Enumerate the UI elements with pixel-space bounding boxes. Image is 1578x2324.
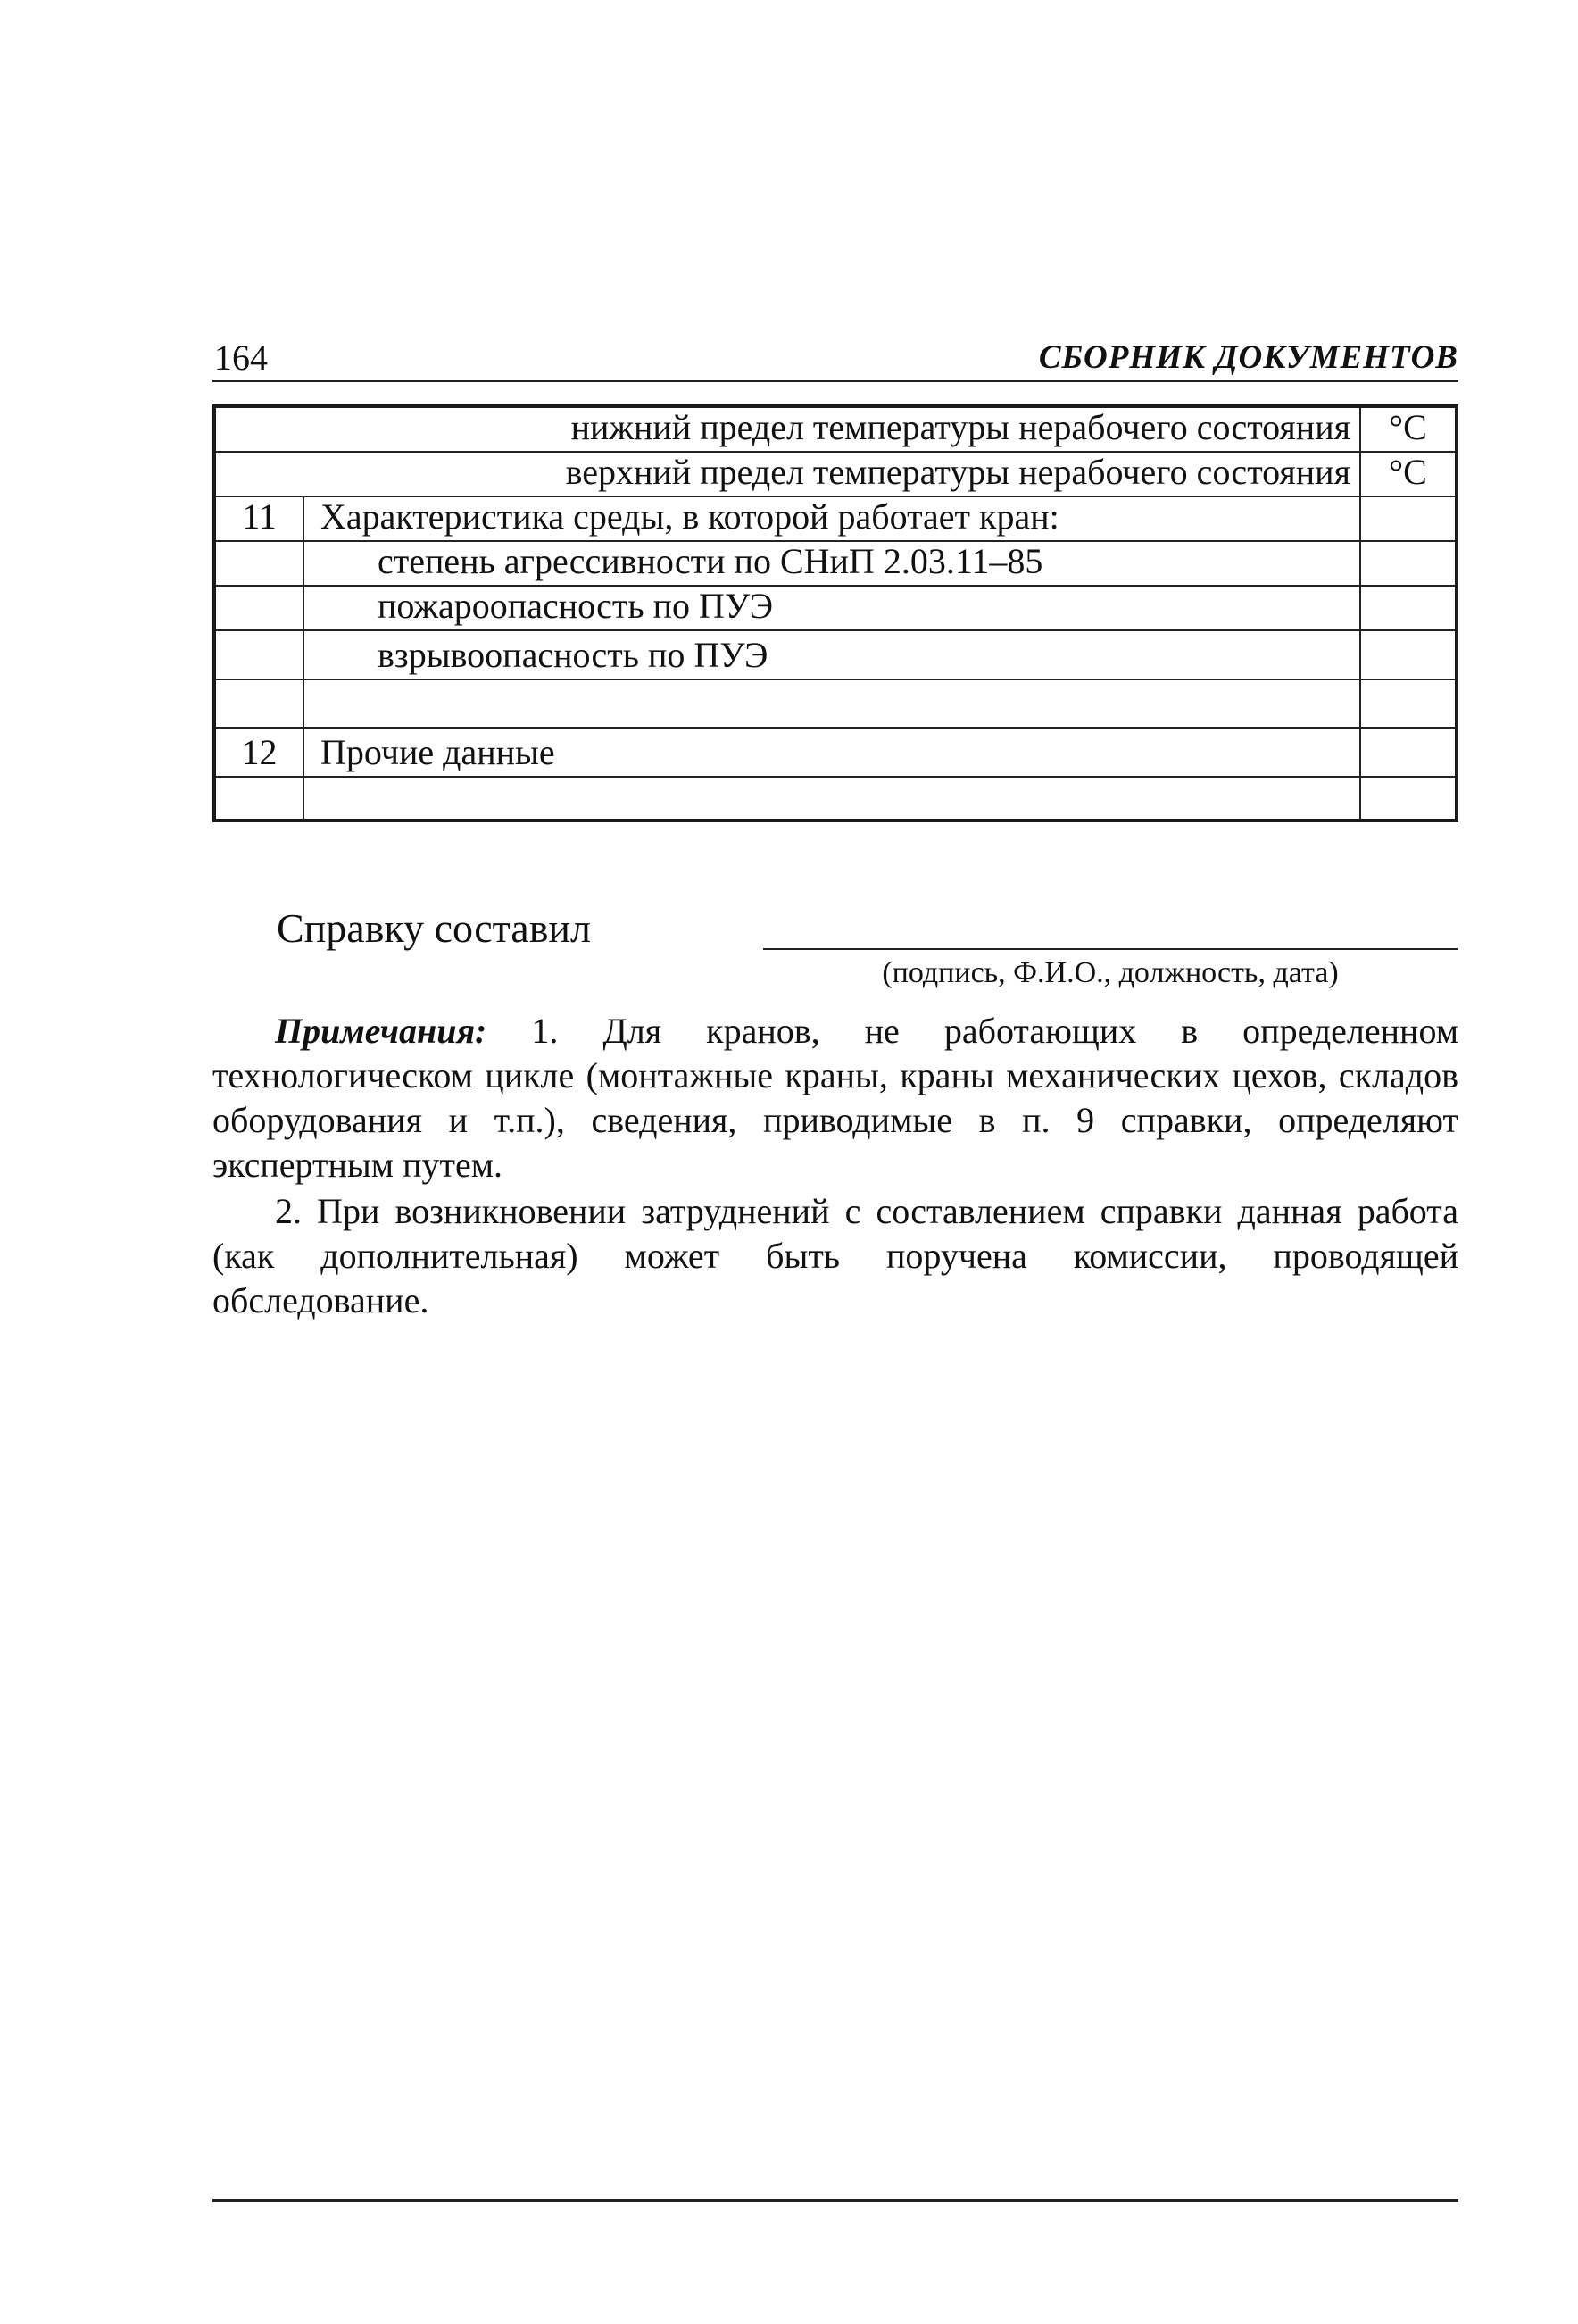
unit-cell [1360, 630, 1457, 679]
item-number: 12 [214, 728, 303, 777]
unit-cell [1360, 728, 1457, 777]
signature-caption: (подпись, Ф.И.О., должность, дата) [882, 956, 1339, 989]
note-2 [212, 1189, 1458, 1323]
table-row [214, 630, 1457, 679]
unit-cell [1360, 496, 1457, 541]
page-number: 164 [214, 337, 268, 378]
table-row [214, 406, 1457, 452]
table-row [214, 586, 1457, 630]
row-label [303, 777, 1360, 820]
signature-line [763, 948, 1458, 950]
row-label: пожароопасность по ПУЭ [303, 586, 1360, 630]
row-label: верхний предел температуры нерабочего состояния [214, 452, 1360, 496]
table-row [214, 728, 1457, 777]
page-header [212, 332, 1458, 382]
unit-cell [1360, 679, 1457, 728]
row-label: Характеристика среды, в которой работает кран: [303, 496, 1360, 541]
table-row [214, 496, 1457, 541]
row-label: взрывоопасность по ПУЭ [303, 630, 1360, 679]
signature-label: Справку составил [277, 905, 591, 951]
running-title: СБОРНИК ДОКУМЕНТОВ [1038, 339, 1458, 376]
row-label: Прочие данные [303, 728, 1360, 777]
item-number [214, 630, 303, 679]
note-1-text: 1. Для кранов, не работающих в определенном технологическом цикле (монтажные краны, краны механических цехов, складов оборудования и т.п.), сведения, приводимые в п. 9 справки, определяют экспертным путем. [212, 1011, 1459, 1185]
bottom-rule [212, 2199, 1458, 2202]
item-number [214, 777, 303, 820]
item-number [214, 679, 303, 728]
item-number [214, 586, 303, 630]
item-number [214, 541, 303, 586]
row-label [303, 679, 1360, 728]
table-row [214, 452, 1457, 496]
crane-data-table [212, 404, 1458, 822]
notes-label: Примечания: [275, 1011, 487, 1051]
note-1 [212, 1009, 1458, 1187]
unit-cell [1360, 586, 1457, 630]
row-label: нижний предел температуры нерабочего состояния [214, 406, 1360, 452]
row-label: степень агрессивности по СНиП 2.03.11–85 [303, 541, 1360, 586]
unit-cell [1360, 541, 1457, 586]
table-row [214, 777, 1457, 820]
notes-section [212, 1009, 1458, 1325]
unit-cell: °C [1360, 452, 1457, 496]
table-row [214, 679, 1457, 728]
table-row [214, 541, 1457, 586]
note-2-text: 2. При возникновении затруднений с составлением справки данная работа (как дополнительная) может быть поручена комиссии, проводящей обследование. [212, 1191, 1458, 1320]
unit-cell: °C [1360, 406, 1457, 452]
unit-cell [1360, 777, 1457, 820]
item-number: 11 [214, 496, 303, 541]
